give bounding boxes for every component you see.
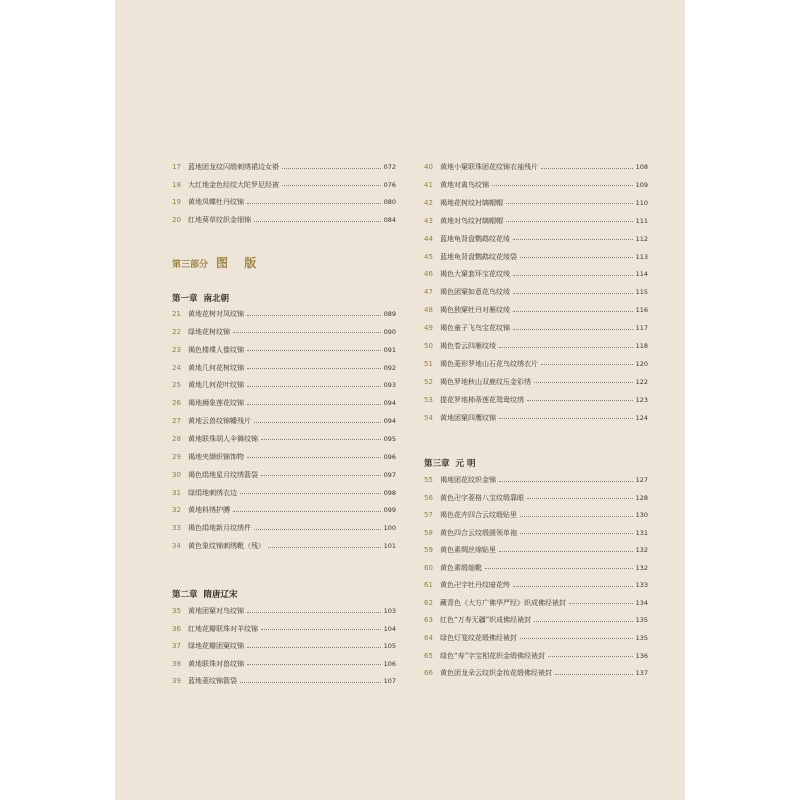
toc-entry[interactable] (424, 215, 648, 227)
entry-page-number: 114 (635, 270, 648, 279)
entry-number: 60 (424, 563, 433, 572)
dot-leader (247, 368, 381, 369)
entry-page-number: 072 (383, 163, 396, 171)
entry-page-number: 104 (383, 624, 396, 633)
toc-entry[interactable] (424, 161, 648, 173)
dot-leader (527, 400, 633, 401)
entry-number: 52 (424, 377, 433, 386)
toc-entry[interactable] (172, 415, 396, 427)
entry-title: 褐色罗地秋山双鹿纹压金彩绣 (440, 377, 531, 386)
toc-entry[interactable] (424, 527, 648, 539)
toc-entry[interactable] (172, 397, 396, 409)
dot-leader (513, 275, 633, 276)
dot-leader (499, 481, 633, 482)
entry-number: 46 (424, 270, 433, 279)
entry-title: 绿色“寿”字宝相花织金缎佛经裱封 (440, 651, 546, 660)
toc-entry[interactable] (172, 344, 396, 356)
toc-entry[interactable] (172, 469, 396, 481)
entry-title: 黄地团窠对鸟纹锦 (188, 607, 244, 615)
entry-number: 40 (424, 163, 433, 171)
entry-number: 27 (172, 417, 181, 426)
entry-title: 褐色绢地星月纹绣箭袋 (188, 470, 258, 479)
chapter-label: 第二章 (172, 590, 198, 600)
dot-leader (254, 422, 381, 423)
entry-title: 黄地几何花树纹锦 (188, 363, 244, 372)
entry-number: 18 (172, 180, 181, 189)
entry-page-number: 133 (635, 581, 648, 590)
dot-leader (282, 185, 381, 186)
entry-number: 25 (172, 381, 181, 390)
toc-entry[interactable] (424, 286, 648, 298)
entry-title: 褐色菱形罗地山石花鸟纹绣衣片 (440, 359, 538, 368)
dot-leader (247, 203, 381, 204)
toc-entry[interactable] (172, 451, 396, 463)
dot-leader (233, 332, 381, 333)
entry-number: 51 (424, 359, 433, 368)
toc-entry[interactable] (172, 326, 396, 338)
entry-title: 褐色独窠牡丹对雁纹绫 (440, 306, 510, 315)
entry-page-number: 112 (635, 234, 648, 243)
dot-leader (520, 533, 633, 534)
dot-leader (254, 529, 381, 530)
chapter-heading (172, 588, 238, 600)
entry-number: 61 (424, 581, 433, 590)
toc-entry[interactable] (424, 304, 648, 316)
entry-page-number: 100 (383, 524, 396, 533)
toc-right-column (424, 0, 648, 800)
toc-entry[interactable] (424, 544, 648, 556)
entry-page-number: 130 (635, 511, 648, 520)
dot-leader (240, 682, 381, 683)
toc-entry[interactable] (424, 650, 648, 662)
entry-page-number: 116 (635, 306, 648, 315)
dot-leader (261, 629, 381, 630)
toc-entry[interactable] (172, 623, 396, 635)
toc-left-column (172, 0, 396, 800)
dot-leader (541, 364, 633, 365)
entry-title: 黄色素绸丝绵贴里 (440, 546, 496, 555)
entry-page-number: 091 (383, 345, 396, 354)
entry-title: 褐色童子飞鸟宝花纹锦 (440, 324, 510, 333)
part-heading (172, 252, 262, 271)
entry-page-number: 135 (635, 633, 648, 642)
toc-entry[interactable] (172, 161, 396, 173)
entry-number: 59 (424, 546, 433, 555)
entry-title: 黄地对禽鸟纹锦 (440, 180, 489, 189)
entry-title: 黄地对鸟纹衬缡帽帽 (440, 216, 503, 225)
entry-number: 20 (172, 216, 181, 225)
entry-title: 褐色卷云四雁纹绫 (440, 342, 496, 350)
toc-entry[interactable] (424, 667, 648, 679)
entry-page-number: 136 (635, 651, 648, 660)
entry-number: 50 (424, 342, 433, 350)
entry-title: 红地葵草纹织金细锦 (188, 216, 251, 225)
toc-entry[interactable] (424, 394, 648, 406)
toc-entry[interactable] (172, 179, 396, 191)
toc-entry[interactable] (172, 675, 396, 687)
entry-page-number: 084 (383, 216, 396, 225)
toc-entry[interactable] (424, 251, 648, 263)
entry-title: 藏青色《大方广佛华严经》织成佛经裱封 (440, 598, 566, 607)
entry-number: 44 (424, 234, 433, 243)
entry-title: 黄地联珠胡人伞舞纹锦 (188, 434, 258, 443)
entry-number: 56 (424, 493, 433, 502)
entry-title: 蓝地龟背盘鹦鹉纹花绫 (440, 234, 510, 243)
toc-entry[interactable] (424, 340, 648, 352)
entry-page-number: 095 (383, 434, 396, 443)
entry-page-number: 099 (383, 506, 396, 515)
entry-number: 36 (172, 624, 181, 633)
entry-number: 23 (172, 345, 181, 354)
dot-leader (513, 329, 633, 330)
entry-number: 31 (172, 488, 181, 497)
entry-page-number: 098 (383, 488, 396, 497)
toc-entry[interactable] (172, 214, 396, 226)
entry-title: 褐地团花纹织金锦 (440, 476, 496, 484)
entry-title: 黄地几何花叶纹锦 (188, 381, 244, 390)
entry-number: 63 (424, 616, 433, 625)
toc-entry[interactable] (424, 579, 648, 591)
part-title: 图 版 (216, 256, 263, 270)
toc-entry[interactable] (172, 362, 396, 374)
entry-page-number: 107 (383, 677, 396, 686)
entry-page-number: 097 (383, 470, 396, 479)
dot-leader (233, 511, 381, 512)
dot-leader (506, 221, 633, 222)
entry-page-number: 115 (635, 288, 648, 297)
entry-title: 黄地小窠联珠团花纹锦衣袖残片 (440, 163, 538, 171)
entry-page-number: 096 (383, 452, 396, 461)
entry-page-number: 092 (383, 363, 396, 372)
toc-entry[interactable] (424, 197, 648, 209)
entry-page-number: 076 (383, 180, 396, 189)
entry-page-number: 089 (383, 310, 396, 318)
dot-leader (254, 221, 381, 222)
entry-number: 53 (424, 395, 433, 404)
dot-leader (240, 493, 381, 494)
entry-title: 黄色象纹锦刺绣靴（残） (188, 542, 265, 551)
chapter-name: 隋唐辽宋 (203, 590, 238, 600)
entry-number: 35 (172, 607, 181, 615)
dot-leader (520, 638, 633, 639)
entry-page-number: 106 (383, 659, 396, 668)
entry-number: 39 (172, 677, 181, 686)
toc-entry[interactable] (424, 358, 648, 370)
entry-title: 褐地夹缬织锦饰物 (188, 452, 244, 461)
dot-leader (513, 586, 633, 587)
dot-leader (555, 674, 633, 675)
entry-number: 29 (172, 452, 181, 461)
entry-number: 17 (172, 163, 181, 171)
entry-title: 黄色卍字牡丹纹暗花绔 (440, 581, 510, 590)
dot-leader (499, 347, 633, 348)
entry-title: 绿色灯笼纹花缎佛经裱封 (440, 633, 517, 642)
dot-leader (492, 185, 633, 186)
toc-entry[interactable] (172, 433, 396, 445)
dot-leader (569, 603, 633, 604)
entry-page-number: 105 (383, 642, 396, 651)
entry-title: 提花罗地柿蒂莲花鸳鸯纹绣 (440, 395, 524, 404)
entry-title: 黄地花树对凤纹锦 (188, 310, 244, 318)
entry-page-number: 093 (383, 381, 396, 390)
entry-number: 43 (424, 216, 433, 225)
entry-page-number: 132 (635, 546, 648, 555)
dot-leader (534, 621, 632, 622)
entry-title: 褐地花树纹衬缡帽帽 (440, 198, 503, 207)
entry-page-number: 113 (635, 252, 648, 261)
entry-title: 黄地凤蝶牡丹纹锦 (188, 198, 244, 207)
entry-title: 绿地花瓣团窠纹锦 (188, 642, 244, 651)
toc-entry[interactable] (424, 233, 648, 245)
entry-page-number: 132 (635, 563, 648, 572)
dot-leader (282, 168, 381, 169)
chapter-name: 南北朝 (203, 294, 230, 304)
entry-page-number: 123 (635, 395, 648, 404)
entry-page-number: 124 (635, 413, 648, 422)
toc-entry[interactable] (424, 268, 648, 280)
chapter-label: 第一章 (172, 294, 198, 304)
dot-leader (247, 647, 381, 648)
dot-leader (499, 551, 633, 552)
entry-title: 黄色素缎缩靴 (440, 563, 482, 572)
entry-title: 褐色团窠如意花鸟纹绫 (440, 288, 510, 297)
entry-number: 45 (424, 252, 433, 261)
entry-title: 黄地料绣护膊 (188, 506, 230, 515)
entry-number: 64 (424, 633, 433, 642)
dot-leader (261, 439, 381, 440)
toc-entry[interactable] (172, 640, 396, 652)
entry-number: 34 (172, 542, 181, 551)
toc-entry[interactable] (172, 540, 396, 552)
entry-number: 55 (424, 476, 433, 484)
entry-title: 大红地金色经纹大陀罗尼经被 (188, 180, 279, 189)
entry-number: 26 (172, 399, 181, 408)
entry-number: 54 (424, 413, 433, 422)
chapter-heading (172, 292, 229, 304)
entry-title: 褐地狮象莲花纹锦 (188, 399, 244, 408)
toc-entry[interactable] (172, 658, 396, 670)
entry-title: 黄色四合云纹缎圆领单袍 (440, 528, 517, 537)
entry-number: 66 (424, 669, 433, 678)
entry-title: 褐色绢地新月纹绣件 (188, 524, 251, 533)
toc-entry[interactable] (424, 412, 648, 424)
entry-number: 57 (424, 511, 433, 520)
entry-title: 褐色楼堞人像纹锦 (188, 345, 244, 354)
toc-entry[interactable] (424, 474, 648, 486)
dot-leader (513, 239, 633, 240)
dot-leader (247, 386, 381, 387)
entry-page-number: 137 (635, 669, 648, 678)
dot-leader (247, 612, 381, 613)
toc-entry[interactable] (424, 632, 648, 644)
dot-leader (506, 203, 633, 204)
entry-title: 红色“万寿无疆”织成佛经裱封 (440, 616, 532, 625)
chapter-label: 第三章 (424, 459, 450, 469)
entry-number: 48 (424, 306, 433, 315)
dot-leader (247, 315, 381, 316)
entry-number: 47 (424, 288, 433, 297)
entry-page-number: 135 (635, 616, 648, 625)
entry-page-number: 110 (635, 198, 648, 207)
entry-page-number: 131 (635, 528, 648, 537)
entry-page-number: 120 (635, 359, 648, 368)
entry-title: 绿绢地刺绣衣边 (188, 488, 237, 497)
entry-page-number: 134 (635, 598, 648, 607)
toc-entry[interactable] (424, 179, 648, 191)
dot-leader (485, 568, 633, 569)
entry-page-number: 103 (383, 607, 396, 615)
toc-entry[interactable] (424, 376, 648, 388)
entry-title: 黄色团龙朵云纹织金妆花缎佛经裱封 (440, 669, 552, 678)
entry-number: 41 (424, 180, 433, 189)
entry-title: 褐色花卉四合云纹缎贴里 (440, 511, 517, 520)
entry-page-number: 090 (383, 327, 396, 336)
entry-title: 黄地联珠对兽纹锦 (188, 659, 244, 668)
chapter-name: 元 明 (455, 459, 476, 469)
entry-title: 黄色卍字菱格八宝纹缎靠眼 (440, 493, 524, 502)
dot-leader (527, 498, 633, 499)
dot-leader (247, 350, 381, 351)
part-label: 第三部分 (172, 260, 209, 270)
entry-title: 蓝地团龙纹闪缎刺绣裙边女褂 (188, 163, 279, 171)
entry-number: 65 (424, 651, 433, 660)
dot-leader (499, 418, 633, 419)
entry-title: 褐色大窠套环宝花纹绫 (440, 270, 510, 279)
entry-page-number: 109 (635, 180, 648, 189)
dot-leader (247, 404, 381, 405)
entry-title: 绿地花树纹锦 (188, 327, 230, 336)
dot-leader (261, 475, 381, 476)
toc-entry[interactable] (424, 597, 648, 609)
entry-number: 19 (172, 198, 181, 207)
toc-entry[interactable] (424, 509, 648, 521)
entry-number: 58 (424, 528, 433, 537)
entry-number: 49 (424, 324, 433, 333)
entry-page-number: 080 (383, 198, 396, 207)
dot-leader (548, 656, 632, 657)
toc-entry[interactable] (172, 308, 396, 320)
entry-page-number: 108 (635, 163, 648, 171)
entry-number: 24 (172, 363, 181, 372)
entry-title: 红地花瓣联珠对羊纹锦 (188, 624, 258, 633)
entry-page-number: 094 (383, 399, 396, 408)
dot-leader (247, 664, 381, 665)
entry-page-number: 111 (635, 216, 648, 225)
toc-entry[interactable] (172, 196, 396, 208)
entry-page-number: 101 (383, 542, 396, 551)
toc-entry[interactable] (172, 379, 396, 391)
dot-leader (534, 382, 633, 383)
entry-number: 28 (172, 434, 181, 443)
dot-leader (520, 516, 633, 517)
dot-leader (520, 257, 633, 258)
entry-number: 42 (424, 198, 433, 207)
entry-page-number: 122 (635, 377, 648, 386)
entry-number: 32 (172, 506, 181, 515)
toc-entry[interactable] (424, 614, 648, 626)
toc-entry[interactable] (172, 487, 396, 499)
entry-page-number: 127 (635, 476, 648, 484)
entry-number: 30 (172, 470, 181, 479)
toc-entry[interactable] (424, 562, 648, 574)
toc-entry[interactable] (172, 605, 396, 617)
toc-entry[interactable] (424, 492, 648, 504)
dot-leader (268, 547, 381, 548)
entry-number: 37 (172, 642, 181, 651)
entry-number: 62 (424, 598, 433, 607)
dot-leader (513, 311, 633, 312)
entry-title: 蓝地龟背盘鹦鹉纹花绫袋 (440, 252, 517, 261)
toc-entry[interactable] (172, 522, 396, 534)
entry-title: 黄地云兽纹锦幡残片 (188, 417, 251, 426)
chapter-heading (424, 457, 475, 469)
toc-entry[interactable] (424, 322, 648, 334)
entry-number: 38 (172, 659, 181, 668)
entry-number: 21 (172, 310, 181, 318)
toc-entry[interactable] (172, 504, 396, 516)
entry-number: 33 (172, 524, 181, 533)
entry-title: 黄地团窠四鹰纹锦 (440, 413, 496, 422)
entry-page-number: 094 (383, 417, 396, 426)
dot-leader (247, 457, 381, 458)
entry-page-number: 117 (635, 324, 648, 333)
entry-page-number: 118 (635, 342, 648, 350)
entry-title: 蓝地菱纹锦箭袋 (188, 677, 237, 686)
dot-leader (513, 293, 633, 294)
entry-page-number: 128 (635, 493, 648, 502)
entry-number: 22 (172, 327, 181, 336)
dot-leader (541, 168, 633, 169)
